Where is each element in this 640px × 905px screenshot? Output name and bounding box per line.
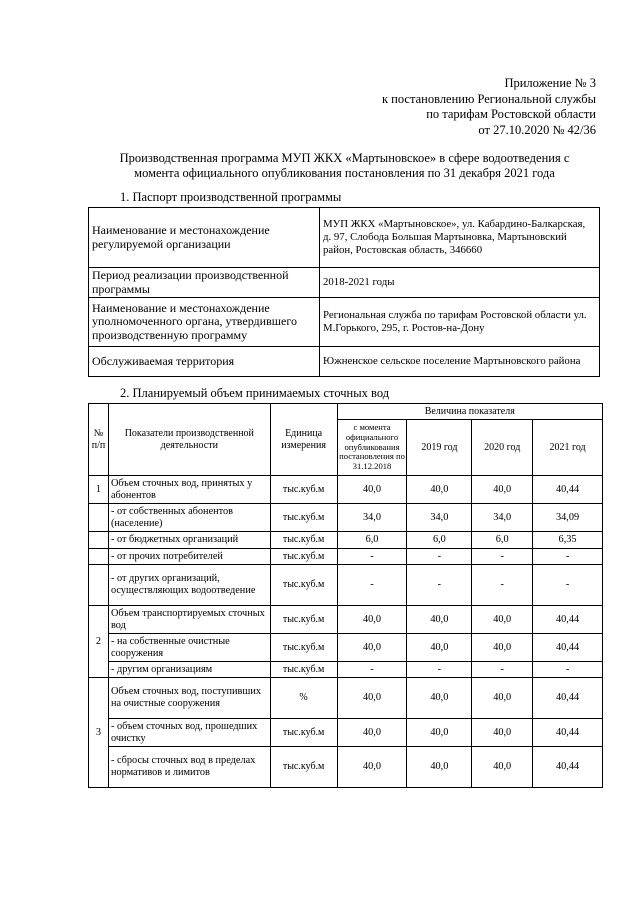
row-value-2020: 40,0 xyxy=(472,747,533,788)
appendix-line: к постановлению Региональной службы xyxy=(381,91,596,106)
appendix-line: от 27.10.2020 № 42/36 xyxy=(478,122,596,137)
row-unit: тыс.куб.м xyxy=(270,476,337,504)
row-value-2019: 40,0 xyxy=(407,747,472,788)
row-value-2021: - xyxy=(533,565,603,606)
row-value-2019: 40,0 xyxy=(407,606,472,634)
row-indicator: Объем сточных вод, принятых у абонентов xyxy=(108,476,270,504)
table-row xyxy=(89,532,603,549)
row-num xyxy=(89,565,109,606)
table-row xyxy=(89,504,603,532)
table-row xyxy=(89,662,603,678)
row-num: 2 xyxy=(89,606,109,678)
row-value-since: - xyxy=(337,549,407,565)
row-value-2021: 40,44 xyxy=(533,747,603,788)
row-value-since: 34,0 xyxy=(337,504,407,532)
appendix-block xyxy=(382,76,596,138)
row-unit: тыс.куб.м xyxy=(270,747,337,788)
row-value-2019: 40,0 xyxy=(407,719,472,747)
document-title-line: момента официального опубликования постановления по 31 декабря 2021 года xyxy=(134,166,555,180)
row-unit: % xyxy=(270,678,337,719)
appendix-line: Приложение № 3 xyxy=(504,76,596,90)
row-unit: тыс.куб.м xyxy=(270,606,337,634)
row-unit: тыс.куб.м xyxy=(270,565,337,606)
header-num: № п/п xyxy=(89,404,109,476)
row-value-2021: 6,35 xyxy=(533,532,603,549)
header-value-group: Величина показателя xyxy=(337,404,602,420)
row-value-2021: 40,44 xyxy=(533,606,603,634)
passport-value: 2018-2021 годы xyxy=(320,268,600,298)
row-indicator: - от бюджетных организаций xyxy=(108,532,270,549)
row-value-2021: - xyxy=(533,662,603,678)
row-value-2019: 40,0 xyxy=(407,634,472,662)
table-row xyxy=(89,719,603,747)
row-value-2020: 40,0 xyxy=(472,476,533,504)
passport-row xyxy=(89,347,600,377)
row-value-since: 40,0 xyxy=(337,678,407,719)
row-indicator: - от собственных абонентов (население) xyxy=(108,504,270,532)
table-row xyxy=(89,678,603,719)
row-indicator: - от прочих потребителей xyxy=(108,549,270,565)
row-value-2020: - xyxy=(472,549,533,565)
table-row xyxy=(89,476,603,504)
header-unit: Единица измерения xyxy=(270,404,337,476)
row-unit: тыс.куб.м xyxy=(270,504,337,532)
row-value-2021: - xyxy=(533,549,603,565)
passport-label: Наименование и местонахождение регулируемой организации xyxy=(89,208,320,268)
row-value-2020: 40,0 xyxy=(472,634,533,662)
row-value-2020: 40,0 xyxy=(472,719,533,747)
row-indicator: - на собственные очистные сооружения xyxy=(108,634,270,662)
row-value-2021: 40,44 xyxy=(533,476,603,504)
passport-value: Региональная служба по тарифам Ростовской области ул. М.Горького, 295, г. Ростов-на-Дону xyxy=(320,298,600,347)
row-value-2019: 6,0 xyxy=(407,532,472,549)
row-value-2021: 40,44 xyxy=(533,678,603,719)
row-num xyxy=(89,532,109,549)
row-unit: тыс.куб.м xyxy=(270,719,337,747)
row-value-since: - xyxy=(337,565,407,606)
passport-label: Обслуживаемая территория xyxy=(89,347,320,377)
row-unit: тыс.куб.м xyxy=(270,532,337,549)
row-value-2020: 34,0 xyxy=(472,504,533,532)
row-value-2019: 40,0 xyxy=(407,678,472,719)
passport-label: Период реализации производственной программы xyxy=(89,268,320,298)
passport-table xyxy=(88,207,600,377)
row-value-2020: 6,0 xyxy=(472,532,533,549)
row-value-since: 40,0 xyxy=(337,719,407,747)
row-unit: тыс.куб.м xyxy=(270,662,337,678)
row-value-2020: 40,0 xyxy=(472,678,533,719)
row-value-2021: 34,09 xyxy=(533,504,603,532)
table-row xyxy=(89,747,603,788)
row-unit: тыс.куб.м xyxy=(270,634,337,662)
section-heading-passport: 1. Паспорт производственной программы xyxy=(120,190,342,204)
row-value-2020: - xyxy=(472,565,533,606)
header-since: с момента официального опубликования постановления по 31.12.2018 xyxy=(337,420,407,476)
passport-row xyxy=(89,298,600,347)
header-2019: 2019 год xyxy=(407,420,472,476)
row-unit: тыс.куб.м xyxy=(270,549,337,565)
appendix-line: по тарифам Ростовской области xyxy=(426,107,596,121)
row-value-2019: - xyxy=(407,565,472,606)
row-value-2019: 34,0 xyxy=(407,504,472,532)
header-2021: 2021 год xyxy=(533,420,603,476)
row-value-since: - xyxy=(337,662,407,678)
row-num: 3 xyxy=(89,678,109,788)
row-value-2020: - xyxy=(472,662,533,678)
row-num: 1 xyxy=(89,476,109,504)
row-value-since: 40,0 xyxy=(337,476,407,504)
row-value-since: 40,0 xyxy=(337,747,407,788)
row-num xyxy=(89,549,109,565)
row-indicator: - от других организаций, осуществляющих водоотведение xyxy=(108,565,270,606)
document-title xyxy=(92,151,597,181)
row-value-2019: - xyxy=(407,549,472,565)
row-indicator: - другим организациям xyxy=(108,662,270,678)
passport-label: Наименование и местонахождение уполномоченного органа, утвердившего производственную программу xyxy=(89,298,320,347)
header-indicator: Показатели производственной деятельности xyxy=(108,404,270,476)
row-indicator: Объем сточных вод, поступивших на очистные сооружения xyxy=(108,678,270,719)
row-value-2019: 40,0 xyxy=(407,476,472,504)
table-row xyxy=(89,565,603,606)
row-value-2021: 40,44 xyxy=(533,634,603,662)
header-2020: 2020 год xyxy=(472,420,533,476)
row-value-since: 6,0 xyxy=(337,532,407,549)
row-value-2021: 40,44 xyxy=(533,719,603,747)
row-value-since: 40,0 xyxy=(337,606,407,634)
wastewater-volume-table xyxy=(88,403,603,788)
table-row xyxy=(89,549,603,565)
row-indicator: Объем транспортируемых сточных вод xyxy=(108,606,270,634)
row-value-2020: 40,0 xyxy=(472,606,533,634)
passport-value: Южненское сельское поселение Мартыновского района xyxy=(320,347,600,377)
header-row xyxy=(89,404,603,420)
row-value-since: 40,0 xyxy=(337,634,407,662)
row-indicator: - сбросы сточных вод в пределах нормативов и лимитов xyxy=(108,747,270,788)
document-title-line: Производственная программа МУП ЖКХ «Мартыновское» в сфере водоотведения с xyxy=(119,151,570,165)
row-indicator: - объем сточных вод, прошедших очистку xyxy=(108,719,270,747)
passport-value: МУП ЖКХ «Мартыновское», ул. Кабардино-Балкарская, д. 97, Слобода Большая Мартыновка, Мартыновский район, Ростовская область, 346660 xyxy=(320,208,600,268)
passport-row xyxy=(89,208,600,268)
passport-row xyxy=(89,268,600,298)
section-heading-volume: 2. Планируемый объем принимаемых сточных вод xyxy=(120,386,390,400)
table-row xyxy=(89,634,603,662)
row-value-2019: - xyxy=(407,662,472,678)
row-num xyxy=(89,504,109,532)
table-row xyxy=(89,606,603,634)
